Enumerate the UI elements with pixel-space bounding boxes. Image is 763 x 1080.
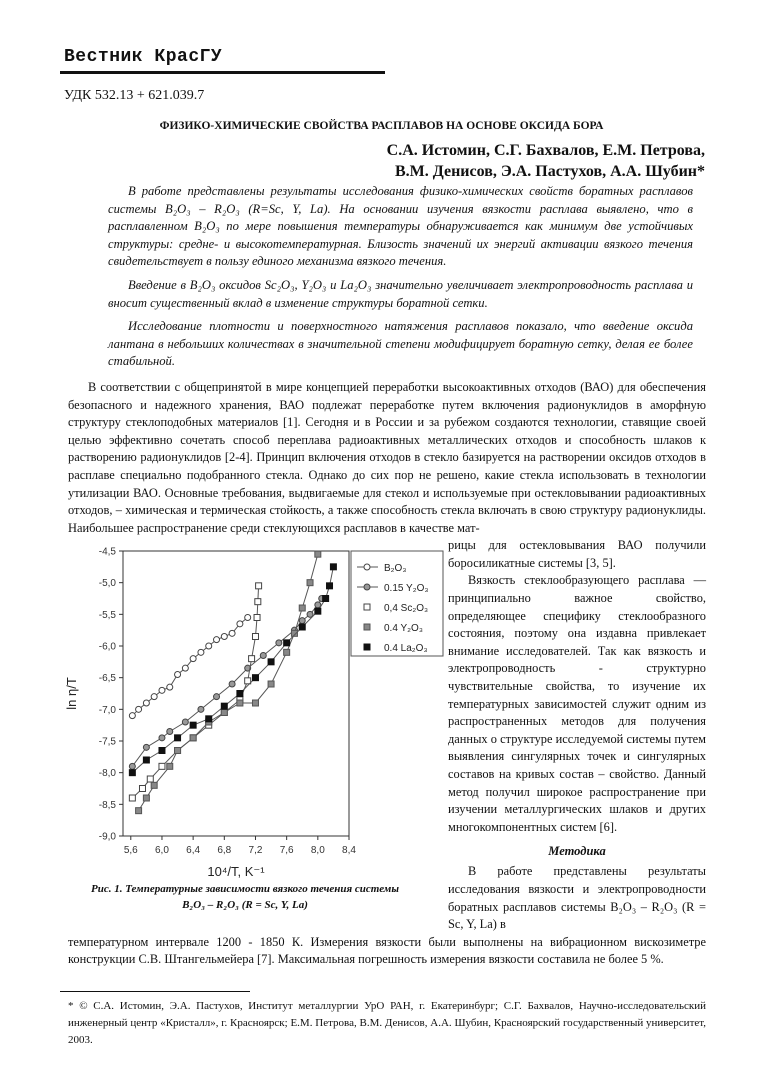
intro-paragraph: В соответствии с общепринятой в мире концепцией переработки высокоактивных отходов (ВАО) для обеспечения безопасного и надежного хранения, ВАО подлежат переработке путем включения радионуклидов в аморфную структуру стеклоподобных материалов [1]. Сегодня и в России и за рубежом создаются технологии, ставящие своей целью эффективно сочетать способ переплава радиоактивных металлических отходов и способность шлаков к растворению радионуклидов [2-4]. Принцип включения отходов в стекло базируется на растворении оксидов отходов в расплаве специально подобранного стекла. Однако до сих пор не решено, какие стекла использовать в технологии утилизации ВАО. Основные требования, выдвигаемые для стекол и используемые при остекловывании радиоактивных отходов, – химическая и термическая стойкость, а также способность стекла включать в свою структуру радионуклиды. Наибольшее распространение среди стеклующихся расплавов в качестве мат- <box>68 379 706 535</box>
series-line <box>132 599 321 767</box>
journal-name: Вестник КрасГУ <box>64 47 223 67</box>
viscosity-paragraph: Вязкость стеклообразующего расплава — принципиально важное свойство, определяющее специфику стеклообразного состояния, поэтому она издавна привлекает внимание исследователей. Так как вязкость и электропроводность - структурно чувствительные свойства, то изучение их температурных зависимостей служит одним из распространенных методов для получения данных о структуре исследуемой системы путем выявления сингулярных точек и сингулярных составов на кривых состав – свойство. Данный метод получил широкое распространение при изучении металлургических шлаков и других многокомпонентных систем [6]. <box>448 573 706 834</box>
abstract-paragraph-1: В работе представлены результаты исследования физико-химических свойств боратных расплавов системы B₂O₃ – R₂O₃ (R=Sc, Y, La). На основании изучения вязкости расплава выявлено, что в расплавленном B₂O₃ по мере повышения температуры обнаруживается как минимум две устойчивых структуры: средне- и высокотемпературная. Близость значений их энергий активации вязкого течения свидетельствует в пользу единого механизма вязкого течения. <box>108 184 693 269</box>
caption-line-2: B₂O₃ – R₂O₃ (R = Sc, Y, La) <box>182 899 308 912</box>
data-point <box>159 688 165 694</box>
data-point <box>260 653 266 659</box>
data-point <box>254 615 260 621</box>
y-tick-label: -8,0 <box>98 768 116 780</box>
data-point <box>315 551 321 557</box>
data-point <box>255 599 261 605</box>
series-1 <box>129 596 324 770</box>
data-point <box>175 735 181 741</box>
y-tick-label: -5,5 <box>98 610 116 622</box>
data-point <box>307 580 313 586</box>
x-tick-label: 6,0 <box>155 845 169 857</box>
article-body <box>64 183 706 1049</box>
data-point <box>284 650 290 656</box>
data-point <box>139 786 145 792</box>
legend-label: 0.4 Y₂O₃ <box>384 623 423 635</box>
y-tick-label: -7,0 <box>98 705 116 717</box>
data-point <box>129 795 135 801</box>
legend-marker <box>364 564 370 570</box>
data-point <box>252 634 258 640</box>
data-point <box>221 703 227 709</box>
y-tick-label: -6,5 <box>98 673 116 685</box>
data-point <box>190 735 196 741</box>
data-point <box>284 640 290 646</box>
figure-1-chart <box>60 541 445 881</box>
data-point <box>256 583 262 589</box>
data-point <box>151 694 157 700</box>
data-point <box>323 596 329 602</box>
series-0 <box>129 615 250 719</box>
data-point <box>143 700 149 706</box>
data-point <box>252 700 258 706</box>
data-point <box>175 748 181 754</box>
data-point <box>237 691 243 697</box>
x-tick-label: 6,8 <box>217 845 232 857</box>
method-paragraph-start: В работе представлены результаты исследования вязкости и электропроводности боратных расплавов системы B₂O₃ – R₂O₃ (R = Sc, Y, La) в <box>448 864 706 932</box>
data-point <box>276 640 282 646</box>
plot-frame <box>123 551 349 836</box>
data-point <box>206 716 212 722</box>
data-point <box>214 694 220 700</box>
authors <box>387 140 705 182</box>
data-point <box>249 656 255 662</box>
x-axis-label: 10⁴/T, K⁻¹ <box>207 864 265 880</box>
data-point <box>147 776 153 782</box>
data-point <box>129 713 135 719</box>
legend-label: 0,4 Sc₂O₃ <box>384 603 429 615</box>
data-point <box>151 783 157 789</box>
chart-legend <box>351 551 443 656</box>
x-tick-label: 5,6 <box>123 845 138 857</box>
legend-label: 0.4 La₂O₃ <box>384 643 428 655</box>
data-point <box>221 710 227 716</box>
x-tick-label: 6,4 <box>186 845 201 857</box>
figure-caption <box>80 881 410 913</box>
section-heading-method: Методика <box>548 844 606 859</box>
y-axis-label: ln η/T <box>64 677 79 711</box>
figure-1 <box>60 541 445 913</box>
data-point <box>330 564 336 570</box>
x-tick-label: 7,2 <box>248 845 263 857</box>
data-point <box>206 643 212 649</box>
x-tick-label: 8,0 <box>310 845 325 857</box>
footnote-area <box>68 969 706 1049</box>
caption-line-1: Рис. 1. Температурные зависимости вязкого течения системы <box>91 883 399 896</box>
x-tick-label: 7,6 <box>279 845 294 857</box>
data-point <box>327 583 333 589</box>
header-rule <box>60 71 385 74</box>
data-point <box>190 656 196 662</box>
data-point <box>237 700 243 706</box>
data-point <box>159 748 165 754</box>
data-point <box>182 719 188 725</box>
series-4 <box>129 564 336 776</box>
data-point <box>182 665 188 671</box>
abstract-paragraph-2: Введение в B₂O₃ оксидов Sc₂O₃, Y₂O₃ и La₂O₃ значительно увеличивает электропроводность расплава и вносит существенный вклад в изменение структуры боратной сетки. <box>108 277 693 310</box>
data-point <box>129 764 135 770</box>
data-point <box>229 681 235 687</box>
data-point <box>315 608 321 614</box>
data-point <box>143 795 149 801</box>
data-point <box>159 735 165 741</box>
y-tick-label: -7,5 <box>98 736 116 748</box>
data-point <box>159 764 165 770</box>
x-tick-label: 8,4 <box>342 845 356 857</box>
legend-label: 0.15 Y₂O₃ <box>384 583 429 595</box>
data-point <box>198 707 204 713</box>
legend-label: B₂O₃ <box>384 563 407 575</box>
data-point <box>245 615 251 621</box>
y-tick-label: -6,0 <box>98 641 116 653</box>
data-point <box>143 745 149 751</box>
data-point <box>229 631 235 637</box>
data-point <box>143 757 149 763</box>
data-point <box>167 764 173 770</box>
y-tick-label: -4,5 <box>98 546 116 558</box>
data-point <box>167 729 173 735</box>
data-point <box>252 675 258 681</box>
data-point <box>136 707 142 713</box>
data-point <box>299 618 305 624</box>
authors-line-2: В.М. Денисов, Э.А. Пастухов, А.А. Шубин* <box>395 163 705 180</box>
data-point <box>190 722 196 728</box>
article-title: ФИЗИКО-ХИМИЧЕСКИЕ СВОЙСТВА РАСПЛАВОВ НА ОСНОВЕ ОКСИДА БОРА <box>159 120 604 132</box>
udk-code: УДК 532.13 + 621.039.7 <box>64 88 205 103</box>
data-point <box>129 770 135 776</box>
legend-marker <box>364 604 370 610</box>
footnote: * © С.А. Истомин, Э.А. Пастухов, Институт металлургии УрО РАН, г. Екатеринбург; С.Г. Бахвалов, Научно-исследовательский инженерный центр «Кристалл», г. Красноярск; Е.М. Петрова, В.М. Денисов, А.А. Шубин, Красноярский государственный университет, 2003. <box>68 999 706 1046</box>
series-3 <box>136 551 321 813</box>
data-point <box>268 659 274 665</box>
authors-line-1: С.А. Истомин, С.Г. Бахвалов, Е.М. Петрова, <box>386 142 705 159</box>
method-paragraph-cont: температурном интервале 1200 - 1850 К. Измерения вязкости были выполнены на вибрационном вискозиметре конструкции С.В. Штангельмейера [7]. Максимальная погрешность измерения вязкости составила не более 5 %. <box>68 934 706 967</box>
y-tick-label: -5,0 <box>98 578 116 590</box>
footnote-rule <box>60 991 250 992</box>
y-tick-label: -8,5 <box>98 800 116 812</box>
abstract-paragraph-3: Исследование плотности и поверхностного натяжения расплавов показало, что введение оксида лантана в небольших количествах в значительной степени модифицирует боратную сетку, делая ее более стабильной. <box>108 319 693 369</box>
data-point <box>198 650 204 656</box>
intro-continuation: рицы для остекловывания ВАО получили боросиликатные системы [3, 5]. <box>448 538 706 570</box>
data-point <box>221 634 227 640</box>
legend-marker <box>364 584 370 590</box>
legend-marker <box>364 624 370 630</box>
data-point <box>299 624 305 630</box>
data-point <box>136 808 142 814</box>
data-point <box>214 637 220 643</box>
data-point <box>167 684 173 690</box>
y-tick-label: -9,0 <box>98 831 116 843</box>
data-point <box>237 621 243 627</box>
data-point <box>299 605 305 611</box>
series-line <box>132 567 333 773</box>
data-point <box>175 672 181 678</box>
data-point <box>268 681 274 687</box>
legend-marker <box>364 644 370 650</box>
series-line <box>139 554 318 810</box>
